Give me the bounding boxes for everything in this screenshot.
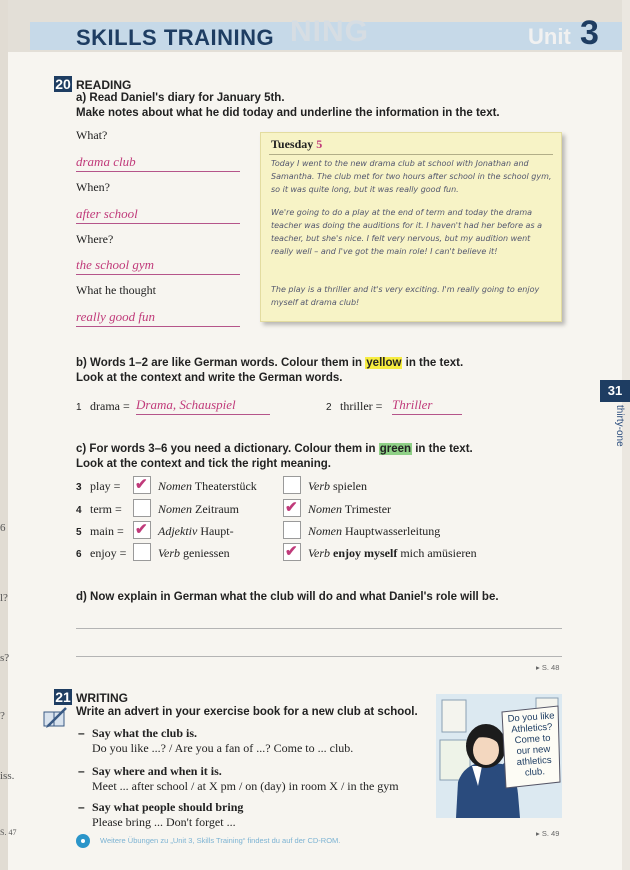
cd-rom-icon xyxy=(76,834,90,848)
instruction-c: c) For words 3–6 you need a dictionary. Colour them in green in the text. Look at the context and tick the right meaning. xyxy=(76,443,473,470)
margin-fragment: s? xyxy=(0,652,10,664)
bullet-dash: – xyxy=(78,764,85,778)
margin-fragment: S. 47 xyxy=(0,828,17,837)
meaning-checkbox[interactable] xyxy=(133,499,151,517)
meaning-option: Verb geniessen xyxy=(158,546,230,560)
exercise-book-pencil-icon xyxy=(40,704,74,732)
german-word-field[interactable]: Drama, Schauspiel xyxy=(136,397,270,415)
margin-fragment: 6 xyxy=(0,522,6,534)
word-label: enjoy = xyxy=(90,546,127,560)
meaning-option: Verb enjoy myself mich amüsieren xyxy=(308,546,477,560)
meaning-option: Nomen Zeitraum xyxy=(158,502,239,516)
writing-step-example: Do you like ...? / Are you a fan of ...? Come to ... club. xyxy=(92,741,354,755)
diary-paragraph: The play is a thriller and it's very exciting. I'm really going to enjoy myself at drama club! xyxy=(271,285,540,307)
meaning-option: Verb spielen xyxy=(308,479,367,493)
meaning-checkbox[interactable] xyxy=(283,499,301,517)
question-when: When? xyxy=(76,180,110,194)
writing-step-title: Say what the club is. xyxy=(92,726,198,740)
unit-label: Unit xyxy=(528,24,571,49)
german-word-field[interactable]: Thriller xyxy=(392,397,462,415)
meaning-checkbox[interactable] xyxy=(283,521,301,539)
question-where: Where? xyxy=(76,232,114,246)
word-label: main = xyxy=(90,524,124,538)
item-number: 3 xyxy=(76,482,82,493)
writing-line[interactable] xyxy=(76,656,562,657)
exercise-number: 20 xyxy=(55,76,71,92)
margin-fragment: ? xyxy=(0,710,5,722)
item-number: 1 xyxy=(76,402,82,413)
page-number-tab: 31 xyxy=(600,380,630,402)
diary-divider xyxy=(269,154,553,155)
page-gutter xyxy=(0,0,8,870)
tick-icon: ✔ xyxy=(285,499,298,516)
meaning-checkbox[interactable] xyxy=(283,543,301,561)
cd-rom-note xyxy=(76,834,516,848)
writing-instruction: Write an advert in your exercise book for a new club at school. xyxy=(76,706,418,718)
cd-rom-text: Weitere Übungen zu „Unit 3, Skills Training“ findest du auf der CD-ROM. xyxy=(100,836,341,845)
item-number: 5 xyxy=(76,527,82,538)
meaning-checkbox[interactable] xyxy=(283,476,301,494)
item-number: 6 xyxy=(76,549,82,560)
meaning-checkbox[interactable] xyxy=(133,521,151,539)
question-what-he-thought: What he thought xyxy=(76,283,156,297)
item-number: 4 xyxy=(76,505,82,516)
meaning-option: Nomen Trimester xyxy=(308,502,392,516)
meaning-option: Nomen Hauptwasserleitung xyxy=(308,524,441,538)
page-title: SKILLS TRAINING xyxy=(76,25,275,50)
cross-reference: ▸ S. 49 xyxy=(536,829,560,838)
diary-date: Tuesday 5 xyxy=(271,137,323,151)
highlight-yellow: yellow xyxy=(366,357,402,369)
club-poster: Do you like Athletics? Come to our new athletics club. xyxy=(507,710,555,779)
bullet-dash: – xyxy=(78,726,85,740)
word-label: drama = xyxy=(90,399,130,413)
margin-fragment: iss. xyxy=(0,770,15,782)
header-watermark: NING xyxy=(290,15,369,48)
meaning-checkbox[interactable] xyxy=(133,476,151,494)
answer-field-when[interactable]: after school xyxy=(76,206,240,224)
diary-note xyxy=(260,132,562,322)
answer-field-what[interactable]: drama club xyxy=(76,154,240,172)
item-number: 2 xyxy=(326,402,332,413)
word-label: thriller = xyxy=(340,399,383,413)
margin-fragment: l? xyxy=(0,592,8,604)
answer-field-where[interactable]: the school gym xyxy=(76,257,240,275)
word-label: term = xyxy=(90,502,122,516)
word-label: play = xyxy=(90,479,121,493)
meaning-option: Adjektiv Haupt- xyxy=(158,524,234,538)
tick-icon: ✔ xyxy=(135,476,148,493)
writing-step-example: Please bring ... Don't forget ... xyxy=(92,815,236,829)
diary-paragraph: Today I went to the new drama club at school with Jonathan and Samantha. The club met for two hours after school in the school gym, so it was quite long, but it was really good fun. xyxy=(271,159,552,194)
question-what: What? xyxy=(76,128,108,142)
writing-step-title: Say what people should bring xyxy=(92,800,244,814)
instruction-b: b) Words 1–2 are like German words. Colour them in yellow in the text. Look at the context and write the German words. xyxy=(76,357,464,384)
instruction-d: d) Now explain in German what the club will do and what Daniel's role will be. xyxy=(76,591,499,603)
section-heading: READING xyxy=(76,78,132,92)
page-number-word: thirty-one xyxy=(614,405,625,447)
writing-line[interactable] xyxy=(76,628,562,629)
answer-field-thought[interactable]: really good fun xyxy=(76,309,240,327)
writing-step-example: Meet ... after school / at X pm / on (day) in room X / in the gym xyxy=(92,779,399,793)
tick-icon: ✔ xyxy=(285,543,298,560)
bullet-dash: – xyxy=(78,800,85,814)
diary-paragraph: We're going to do a play at the end of term and today the drama teacher was doing the auditions for it. I haven't had her before as a teacher, but she's nice. I felt very nervous, but my audition went really well – and I've got the main role! I can't believe it! xyxy=(271,208,543,256)
instruction-a: a) Read Daniel's diary for January 5th. Make notes about what he did today and underline the information in the text. xyxy=(76,92,500,119)
writing-step-title: Say where and when it is. xyxy=(92,764,222,778)
meaning-option: Nomen Theaterstück xyxy=(158,479,257,493)
highlight-green: green xyxy=(379,443,412,455)
unit-number: 3 xyxy=(580,14,599,52)
tick-icon: ✔ xyxy=(135,521,148,538)
section-heading: WRITING xyxy=(76,691,128,705)
meaning-checkbox[interactable] xyxy=(133,543,151,561)
cross-reference: ▸ S. 48 xyxy=(536,663,560,672)
exercise-number: 21 xyxy=(55,689,71,705)
